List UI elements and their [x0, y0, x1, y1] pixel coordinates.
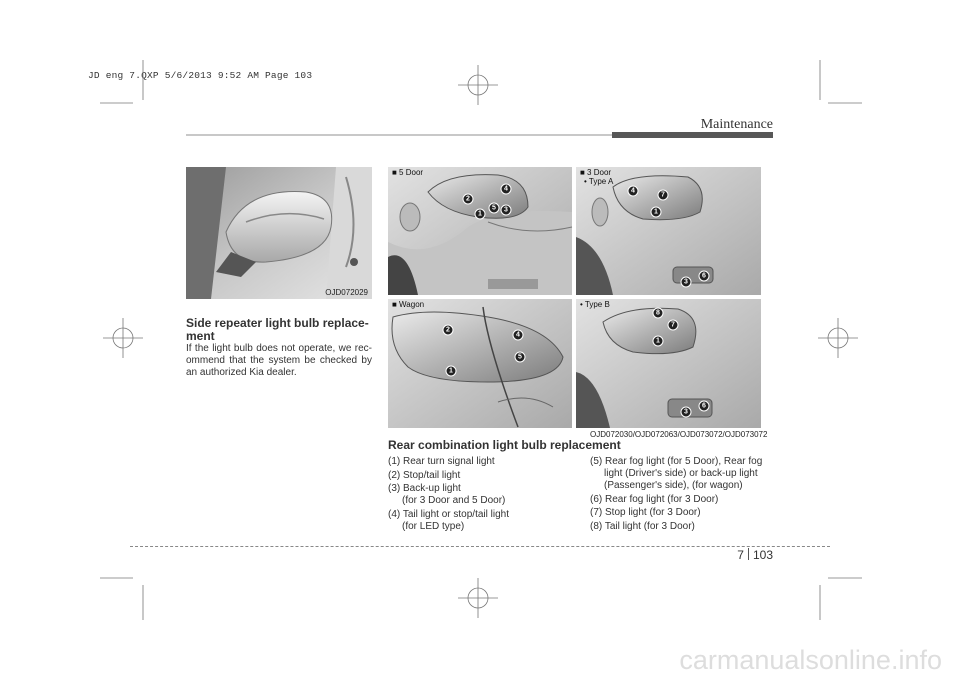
svg-text:5: 5 — [492, 204, 496, 212]
rear-light-list-right — [590, 456, 780, 534]
svg-text:4: 4 — [516, 331, 520, 339]
svg-text:1: 1 — [449, 367, 453, 375]
svg-text:2: 2 — [446, 326, 450, 334]
list-item: (6) Rear fog light (for 3 Door) — [590, 493, 719, 505]
label-wagon: ■ Wagon — [392, 300, 425, 309]
figure-code: OJD072029 — [325, 288, 368, 297]
side-repeater-title: Side repeater light bulb replace-ment — [186, 316, 369, 343]
callout-marker — [699, 401, 709, 411]
svg-text:2: 2 — [466, 195, 470, 203]
panel-five-door — [388, 167, 572, 295]
rear-light-list-left — [388, 456, 578, 534]
chapter-number: 7 — [737, 548, 744, 562]
label-type-b: • Type B — [580, 300, 610, 309]
svg-text:4: 4 — [504, 185, 508, 193]
rear-figure-code: OJD072030/OJD072063/OJD073072/OJD073072 — [590, 430, 768, 439]
callout-marker — [446, 366, 456, 376]
panel-wagon — [388, 299, 572, 428]
side-mirror-illustration — [186, 167, 372, 299]
callout-marker — [501, 184, 511, 194]
registration-mark-left — [103, 318, 143, 358]
callout-marker — [699, 271, 709, 281]
svg-text:1: 1 — [656, 337, 660, 345]
footer-rule — [130, 546, 830, 547]
svg-text:3: 3 — [684, 278, 688, 286]
svg-text:4: 4 — [631, 187, 635, 195]
list-item: (4) Tail light or stop/tail light (for LED type) — [388, 508, 509, 532]
callout-marker — [489, 203, 499, 213]
svg-text:3: 3 — [504, 206, 508, 214]
callout-marker — [475, 209, 485, 219]
header-tab-bar — [612, 132, 773, 138]
callout-marker — [515, 352, 525, 362]
callout-marker — [668, 320, 678, 330]
svg-text:5: 5 — [518, 353, 522, 361]
list-item: (7) Stop light (for 3 Door) — [590, 507, 701, 518]
list-item: (1) Rear turn signal light — [388, 456, 495, 467]
rear-light-illustration — [388, 167, 761, 428]
page-separator — [748, 548, 749, 560]
svg-text:6: 6 — [702, 402, 706, 410]
side-repeater-body: If the light bulb does not operate, we rec-ommend that the system be checked by an authorized Kia dealer. — [186, 343, 372, 378]
callout-marker — [653, 336, 663, 346]
svg-text:7: 7 — [671, 321, 675, 329]
callout-marker — [653, 308, 663, 318]
list-item: (2) Stop/tail light — [388, 469, 461, 481]
watermark: carmanualsonline.info — [679, 645, 942, 675]
registration-mark-top — [458, 65, 498, 105]
svg-text:3: 3 — [684, 408, 688, 416]
callout-marker — [681, 277, 691, 287]
registration-mark-bottom — [458, 578, 498, 618]
callout-marker — [513, 330, 523, 340]
callout-marker — [501, 205, 511, 215]
list-item: (8) Tail light (for 3 Door) — [590, 520, 695, 532]
svg-text:1: 1 — [478, 210, 482, 218]
label-five-door: ■ 5 Door — [392, 168, 424, 177]
list-item: (5) Rear fog light (for 5 Door), Rear fog light (Driver's side) or back-up light (Passenger's side), (for wagon) — [590, 456, 763, 491]
label-three-door: ■ 3 Door — [580, 168, 612, 177]
svg-text:6: 6 — [702, 272, 706, 280]
label-type-a: • Type A — [584, 177, 614, 186]
list-item: (3) Back-up light (for 3 Door and 5 Door) — [388, 483, 506, 506]
callout-marker — [443, 325, 453, 335]
callout-marker — [651, 207, 661, 217]
print-slug-line: JD eng 7.QXP 5/6/2013 9:52 AM Page 103 — [88, 70, 313, 81]
callout-marker — [463, 194, 473, 204]
panel-three-door-type-a — [576, 167, 761, 295]
panel-three-door-type-b — [576, 299, 761, 428]
callout-marker — [681, 407, 691, 417]
registration-mark-right — [818, 318, 858, 358]
svg-text:1: 1 — [654, 208, 658, 216]
section-title: Maintenance — [700, 117, 773, 132]
svg-text:7: 7 — [661, 191, 665, 199]
callout-marker — [628, 186, 638, 196]
svg-text:8: 8 — [656, 309, 660, 317]
callout-marker — [658, 190, 668, 200]
page-number — [737, 548, 773, 562]
page-number-value: 103 — [752, 548, 773, 562]
rear-combination-title: Rear combination light bulb replacement — [388, 438, 621, 452]
